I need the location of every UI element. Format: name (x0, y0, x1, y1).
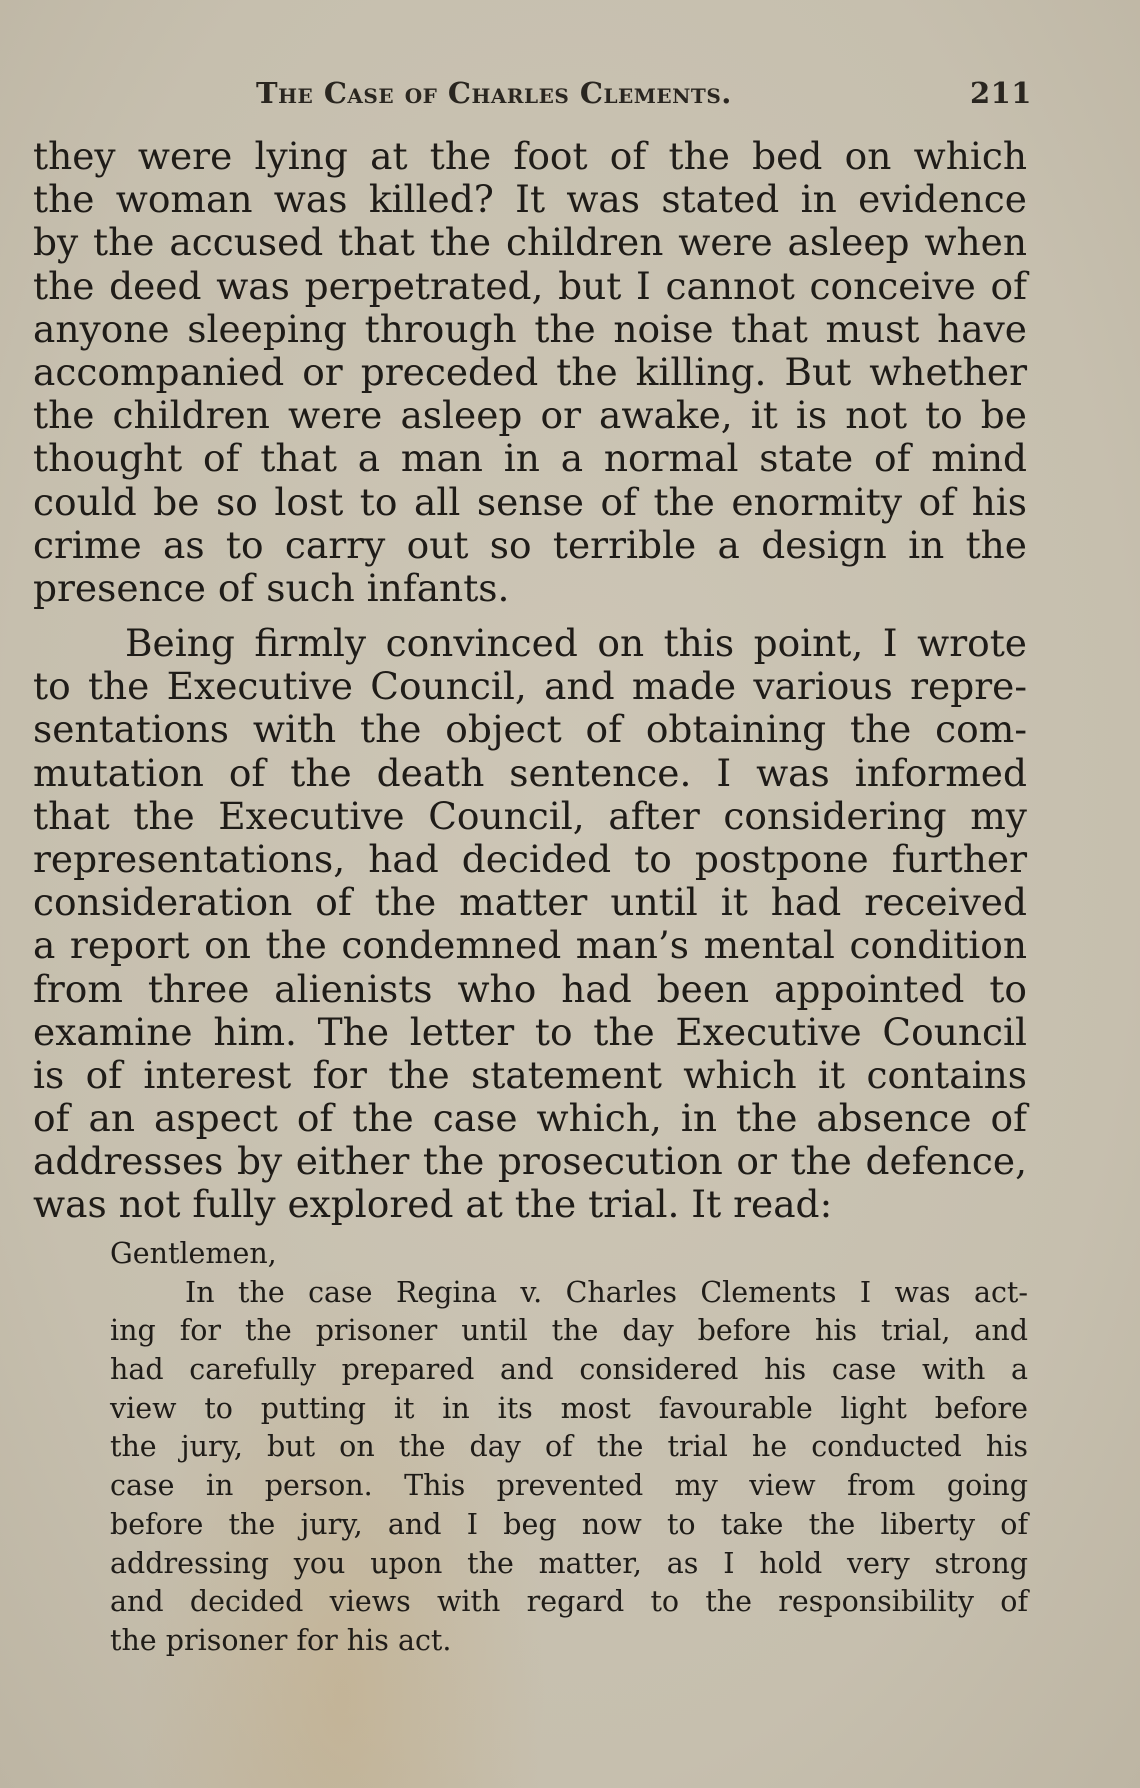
paragraph-2-line: was not fully explored at the trial. It read: (33, 1182, 833, 1227)
paragraph-1 (33, 135, 1027, 610)
paragraph-2-line: is of interest for the statement which it contains (33, 1052, 1027, 1097)
letter-salutation: Gentlemen, (110, 1237, 277, 1270)
paragraph-2-line: sentations with the object of obtaining the com- (33, 707, 1027, 752)
letter-line: view to putting it in its most favourable light before (110, 1391, 1028, 1425)
running-title: The Case of Charles Clements. (256, 76, 732, 110)
paragraph-1-line: by the accused that the children were asleep when (33, 220, 1027, 265)
paragraph-1-line: the deed was perpetrated, but I cannot conceive of (33, 263, 1027, 308)
page-number: 211 (969, 76, 1032, 110)
paragraph-2-line: representations, had decided to postpone further (33, 836, 1027, 881)
paragraph-2-line: from three alienists who had been appointed to (33, 966, 1027, 1011)
paragraph-1-line: could be so lost to all sense of the enormity of his (33, 479, 1027, 524)
letter-line: In the case Regina v. Charles Clements I was act- (185, 1275, 1028, 1309)
paragraph-1-line: the woman was killed? It was stated in evidence (33, 177, 1027, 222)
letter-line: ing for the prisoner until the day before his trial, and (110, 1314, 1028, 1348)
paragraph-1-line: presence of such infants. (33, 565, 510, 610)
paragraph-1-line: the children were asleep or awake, it is not to be (33, 393, 1027, 438)
paragraph-2-line: examine him. The letter to the Executive Council (33, 1009, 1027, 1054)
paragraph-1-line: they were lying at the foot of the bed on which (33, 134, 1027, 178)
paragraph-2-line: Being firmly convinced on this point, I wrote (125, 621, 1027, 665)
paragraph-1-line: accompanied or preceded the killing. But whether (33, 349, 1027, 394)
paragraph-2-line: to the Executive Council, and made various repre- (33, 664, 1027, 709)
paragraph-1-line: thought of that a man in a normal state of mind (33, 436, 1027, 481)
letter-line: addressing you upon the matter, as I hold very strong (110, 1546, 1028, 1580)
paragraph-1-line: anyone sleeping through the noise that must have (33, 306, 1027, 351)
letter-line: had carefully prepared and considered his case with a (110, 1353, 1028, 1387)
running-header (256, 76, 1032, 116)
letter-line: the prisoner for his act. (110, 1623, 452, 1657)
paragraph-2-line: of an aspect of the case which, in the absence of (33, 1096, 1027, 1141)
letter-line: and decided views with regard to the responsibility of (110, 1585, 1028, 1619)
paragraph-2 (33, 622, 1027, 1227)
letter-line: the jury, but on the day of the trial he conducted his (110, 1430, 1028, 1464)
quoted-letter (110, 1235, 1028, 1661)
letter-line: before the jury, and I beg now to take the liberty of (110, 1507, 1028, 1541)
paragraph-2-line: that the Executive Council, after considering my (33, 793, 1027, 838)
letter-line: case in person. This prevented my view from going (110, 1469, 1028, 1503)
paragraph-2-line: a report on the condemned man’s mental condition (33, 923, 1027, 968)
paragraph-2-line: mutation of the death sentence. I was informed (33, 750, 1027, 795)
paragraph-2-line: addresses by either the prosecution or the defence, (33, 1139, 1027, 1184)
paragraph-1-line: crime as to carry out so terrible a design in the (33, 522, 1027, 567)
paragraph-2-line: consideration of the matter until it had received (33, 880, 1027, 925)
